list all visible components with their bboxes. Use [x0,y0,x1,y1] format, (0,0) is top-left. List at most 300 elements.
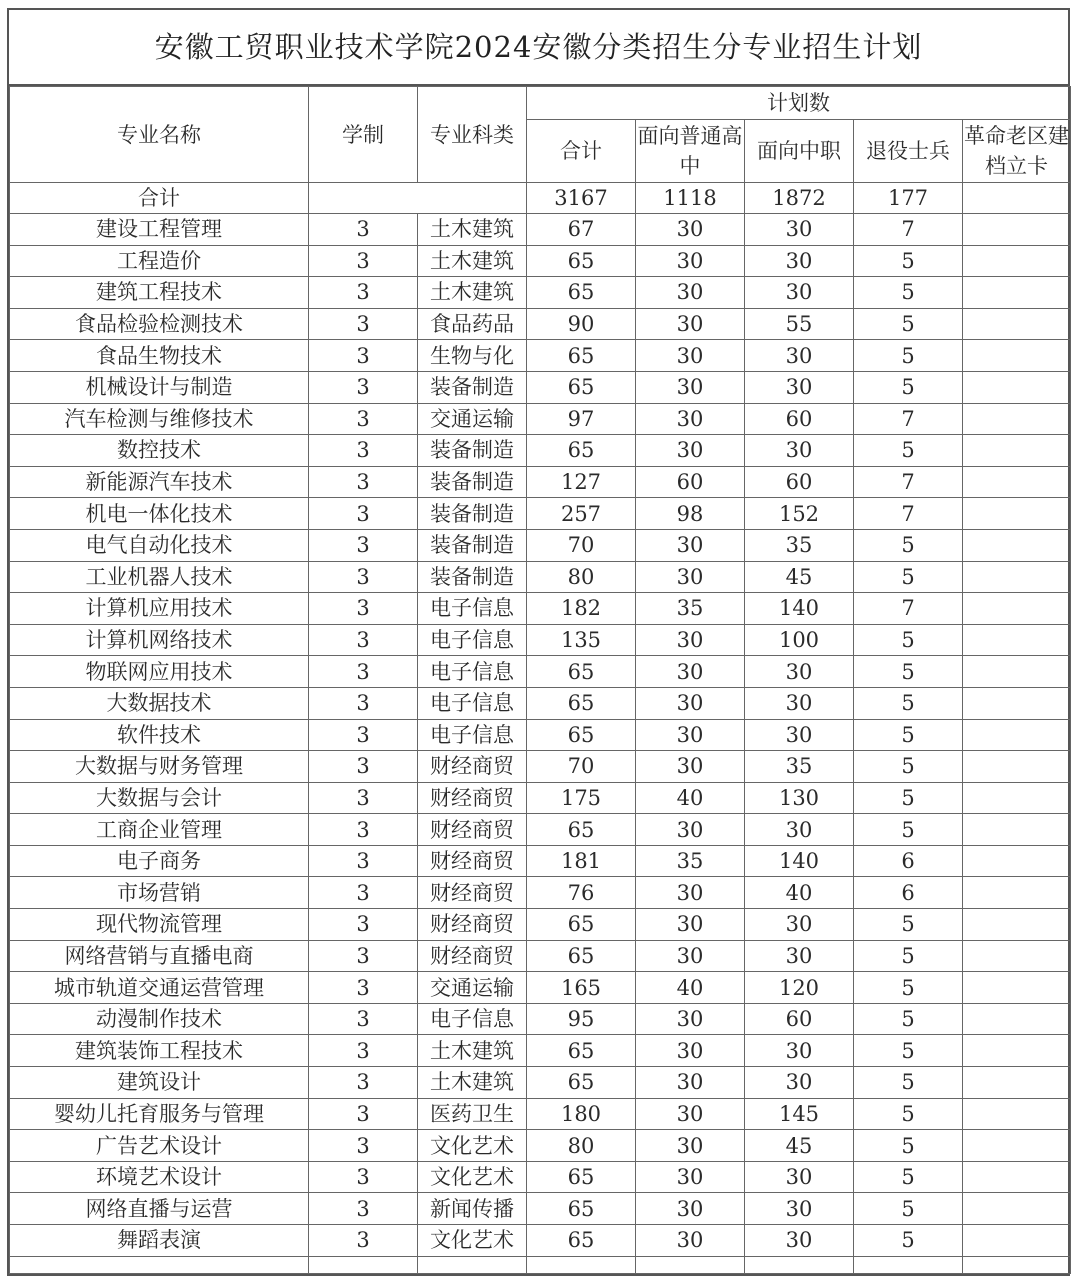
vocational-cell: 30 [745,435,854,467]
category-cell: 新闻传播 [418,1193,527,1225]
table-row [10,687,1071,719]
veterans-cell: 5 [854,909,963,941]
duration-cell: 3 [309,972,418,1004]
revolutionary-cell [963,1193,1071,1225]
general-hs-cell: 30 [636,909,745,941]
major-name-cell: 电气自动化技术 [10,529,309,561]
duration-cell: 3 [309,814,418,846]
vocational-cell: 30 [745,371,854,403]
duration-cell: 3 [309,909,418,941]
total-row-empty [309,183,527,214]
total-cell: 65 [527,1161,636,1193]
major-name-cell: 数控技术 [10,435,309,467]
enrollment-plan-sheet [7,8,1070,1276]
major-name-cell: 城市轨道交通运营管理 [10,972,309,1004]
duration-cell: 3 [309,1067,418,1099]
category-cell: 土木建筑 [418,277,527,309]
header-vocational: 面向中职 [745,120,854,183]
total-cell: 65 [527,1225,636,1257]
category-cell: 电子信息 [418,593,527,625]
duration-cell: 3 [309,1161,418,1193]
total-row-total: 3167 [527,183,636,214]
duration-cell: 3 [309,782,418,814]
revolutionary-cell [963,308,1071,340]
revolutionary-cell [963,656,1071,688]
veterans-cell: 7 [854,498,963,530]
table-row [10,656,1071,688]
veterans-cell: 5 [854,972,963,1004]
blank-cell [963,1256,1071,1273]
category-cell: 电子信息 [418,687,527,719]
revolutionary-cell [963,845,1071,877]
general-hs-cell: 30 [636,529,745,561]
revolutionary-cell [963,277,1071,309]
total-cell: 95 [527,1003,636,1035]
revolutionary-cell [963,245,1071,277]
veterans-cell: 5 [854,435,963,467]
header-revolutionary: 革命老区建档立卡 [963,120,1071,183]
major-name-cell: 网络营销与直播电商 [10,940,309,972]
table-row [10,498,1071,530]
total-cell: 65 [527,1193,636,1225]
major-name-cell: 建筑工程技术 [10,277,309,309]
major-name-cell: 工商企业管理 [10,814,309,846]
header-total: 合计 [527,120,636,183]
total-cell: 65 [527,909,636,941]
header-duration: 学制 [309,87,418,183]
general-hs-cell: 30 [636,940,745,972]
vocational-cell: 30 [745,909,854,941]
table-row [10,308,1071,340]
major-name-cell: 大数据与财务管理 [10,751,309,783]
major-name-cell: 建设工程管理 [10,214,309,246]
table-row [10,782,1071,814]
category-cell: 装备制造 [418,529,527,561]
revolutionary-cell [963,593,1071,625]
total-row-veterans: 177 [854,183,963,214]
major-name-cell: 工程造价 [10,245,309,277]
table-row [10,940,1071,972]
general-hs-cell: 30 [636,877,745,909]
major-name-cell: 计算机应用技术 [10,593,309,625]
total-cell: 65 [527,277,636,309]
category-cell: 交通运输 [418,403,527,435]
veterans-cell: 5 [854,940,963,972]
category-cell: 电子信息 [418,624,527,656]
vocational-cell: 152 [745,498,854,530]
total-cell: 65 [527,245,636,277]
category-cell: 财经商贸 [418,814,527,846]
revolutionary-cell [963,719,1071,751]
veterans-cell: 5 [854,814,963,846]
table-row [10,1193,1071,1225]
general-hs-cell: 40 [636,782,745,814]
general-hs-cell: 30 [636,277,745,309]
major-name-cell: 现代物流管理 [10,909,309,941]
category-cell: 装备制造 [418,466,527,498]
table-row [10,845,1071,877]
veterans-cell: 5 [854,1161,963,1193]
table-row [10,877,1071,909]
general-hs-cell: 30 [636,308,745,340]
major-name-cell: 动漫制作技术 [10,1003,309,1035]
major-name-cell: 婴幼儿托育服务与管理 [10,1098,309,1130]
revolutionary-cell [963,1035,1071,1067]
vocational-cell: 60 [745,1003,854,1035]
general-hs-cell: 30 [636,1193,745,1225]
revolutionary-cell [963,561,1071,593]
duration-cell: 3 [309,1225,418,1257]
category-cell: 财经商贸 [418,782,527,814]
total-cell: 70 [527,751,636,783]
major-name-cell: 舞蹈表演 [10,1225,309,1257]
veterans-cell: 5 [854,1035,963,1067]
duration-cell: 3 [309,245,418,277]
total-row-general-hs: 1118 [636,183,745,214]
vocational-cell: 145 [745,1098,854,1130]
general-hs-cell: 30 [636,624,745,656]
category-cell: 土木建筑 [418,1067,527,1099]
veterans-cell: 5 [854,371,963,403]
major-name-cell: 物联网应用技术 [10,656,309,688]
total-cell: 65 [527,340,636,372]
header-veterans: 退役士兵 [854,120,963,183]
major-name-cell: 建筑装饰工程技术 [10,1035,309,1067]
table-row [10,1067,1071,1099]
general-hs-cell: 30 [636,719,745,751]
general-hs-cell: 30 [636,687,745,719]
table-row [10,1225,1071,1257]
major-name-cell: 食品检验检测技术 [10,308,309,340]
duration-cell: 3 [309,1003,418,1035]
veterans-cell: 5 [854,277,963,309]
revolutionary-cell [963,498,1071,530]
vocational-cell: 40 [745,877,854,909]
revolutionary-cell [963,1067,1071,1099]
general-hs-cell: 35 [636,845,745,877]
category-cell: 文化艺术 [418,1130,527,1162]
total-row [10,183,1071,214]
general-hs-cell: 30 [636,1098,745,1130]
major-name-cell: 建筑设计 [10,1067,309,1099]
total-cell: 90 [527,308,636,340]
major-name-cell: 环境艺术设计 [10,1161,309,1193]
revolutionary-cell [963,909,1071,941]
vocational-cell: 35 [745,751,854,783]
document-title: 安徽工贸职业技术学院2024安徽分类招生分专业招生计划 [9,10,1068,86]
major-name-cell: 网络直播与运营 [10,1193,309,1225]
duration-cell: 3 [309,308,418,340]
total-cell: 65 [527,656,636,688]
general-hs-cell: 30 [636,435,745,467]
vocational-cell: 130 [745,782,854,814]
general-hs-cell: 30 [636,1003,745,1035]
general-hs-cell: 30 [636,340,745,372]
category-cell: 财经商贸 [418,877,527,909]
category-cell: 财经商贸 [418,909,527,941]
table-row [10,751,1071,783]
veterans-cell: 6 [854,845,963,877]
veterans-cell: 6 [854,877,963,909]
revolutionary-cell [963,1003,1071,1035]
general-hs-cell: 40 [636,972,745,1004]
blank-cell [636,1256,745,1273]
veterans-cell: 5 [854,1098,963,1130]
major-name-cell: 计算机网络技术 [10,624,309,656]
veterans-cell: 5 [854,1067,963,1099]
revolutionary-cell [963,466,1071,498]
total-cell: 65 [527,371,636,403]
total-row-revolutionary [963,183,1071,214]
vocational-cell: 100 [745,624,854,656]
total-row-vocational: 1872 [745,183,854,214]
veterans-cell: 5 [854,529,963,561]
duration-cell: 3 [309,687,418,719]
category-cell: 装备制造 [418,498,527,530]
veterans-cell: 5 [854,782,963,814]
revolutionary-cell [963,624,1071,656]
category-cell: 生物与化 [418,340,527,372]
table-row [10,435,1071,467]
general-hs-cell: 30 [636,245,745,277]
blank-cell [527,1256,636,1273]
duration-cell: 3 [309,371,418,403]
veterans-cell: 5 [854,624,963,656]
revolutionary-cell [963,340,1071,372]
table-row [10,403,1071,435]
duration-cell: 3 [309,1098,418,1130]
total-cell: 65 [527,1035,636,1067]
category-cell: 食品药品 [418,308,527,340]
table-row [10,340,1071,372]
total-cell: 67 [527,214,636,246]
total-cell: 165 [527,972,636,1004]
vocational-cell: 30 [745,656,854,688]
total-cell: 257 [527,498,636,530]
vocational-cell: 30 [745,687,854,719]
total-cell: 80 [527,561,636,593]
blank-cell [854,1256,963,1273]
veterans-cell: 7 [854,403,963,435]
veterans-cell: 5 [854,656,963,688]
total-cell: 76 [527,877,636,909]
general-hs-cell: 30 [636,1130,745,1162]
revolutionary-cell [963,687,1071,719]
veterans-cell: 5 [854,1225,963,1257]
category-cell: 装备制造 [418,435,527,467]
major-name-cell: 电子商务 [10,845,309,877]
vocational-cell: 30 [745,1225,854,1257]
duration-cell: 3 [309,624,418,656]
duration-cell: 3 [309,340,418,372]
veterans-cell: 5 [854,561,963,593]
blank-cell [309,1256,418,1273]
table-row [10,466,1071,498]
table-row [10,1161,1071,1193]
veterans-cell: 5 [854,751,963,783]
duration-cell: 3 [309,498,418,530]
major-name-cell: 大数据技术 [10,687,309,719]
revolutionary-cell [963,371,1071,403]
duration-cell: 3 [309,845,418,877]
table-row [10,972,1071,1004]
vocational-cell: 30 [745,1035,854,1067]
revolutionary-cell [963,877,1071,909]
veterans-cell: 5 [854,719,963,751]
duration-cell: 3 [309,561,418,593]
category-cell: 电子信息 [418,719,527,751]
general-hs-cell: 30 [636,403,745,435]
general-hs-cell: 30 [636,1067,745,1099]
total-row-label: 合计 [10,183,309,214]
table-row [10,214,1071,246]
vocational-cell: 30 [745,214,854,246]
category-cell: 土木建筑 [418,245,527,277]
blank-cell [418,1256,527,1273]
table-row [10,561,1071,593]
veterans-cell: 5 [854,308,963,340]
major-name-cell: 食品生物技术 [10,340,309,372]
total-cell: 127 [527,466,636,498]
total-cell: 70 [527,529,636,561]
major-name-cell: 广告艺术设计 [10,1130,309,1162]
duration-cell: 3 [309,593,418,625]
major-name-cell: 汽车检测与维修技术 [10,403,309,435]
revolutionary-cell [963,435,1071,467]
header-plan-group: 计划数 [527,87,1071,120]
major-name-cell: 软件技术 [10,719,309,751]
general-hs-cell: 35 [636,593,745,625]
duration-cell: 3 [309,214,418,246]
veterans-cell: 5 [854,687,963,719]
blank-cell [745,1256,854,1273]
duration-cell: 3 [309,656,418,688]
vocational-cell: 30 [745,245,854,277]
duration-cell: 3 [309,277,418,309]
total-cell: 65 [527,814,636,846]
general-hs-cell: 30 [636,814,745,846]
table-row [10,719,1071,751]
vocational-cell: 140 [745,593,854,625]
total-cell: 65 [527,719,636,751]
veterans-cell: 5 [854,1003,963,1035]
enrollment-plan-table [9,86,1071,1274]
general-hs-cell: 60 [636,466,745,498]
revolutionary-cell [963,782,1071,814]
category-cell: 医药卫生 [418,1098,527,1130]
major-name-cell: 工业机器人技术 [10,561,309,593]
vocational-cell: 30 [745,277,854,309]
category-cell: 文化艺术 [418,1161,527,1193]
blank-row [10,1256,1071,1273]
general-hs-cell: 30 [636,1225,745,1257]
duration-cell: 3 [309,719,418,751]
category-cell: 财经商贸 [418,845,527,877]
category-cell: 装备制造 [418,371,527,403]
veterans-cell: 5 [854,245,963,277]
category-cell: 土木建筑 [418,1035,527,1067]
duration-cell: 3 [309,1130,418,1162]
general-hs-cell: 30 [636,561,745,593]
veterans-cell: 5 [854,340,963,372]
vocational-cell: 30 [745,814,854,846]
major-name-cell: 大数据与会计 [10,782,309,814]
category-cell: 土木建筑 [418,214,527,246]
vocational-cell: 120 [745,972,854,1004]
vocational-cell: 45 [745,1130,854,1162]
veterans-cell: 7 [854,593,963,625]
blank-cell [10,1256,309,1273]
duration-cell: 3 [309,1035,418,1067]
vocational-cell: 30 [745,719,854,751]
table-row [10,277,1071,309]
header-category: 专业科类 [418,87,527,183]
revolutionary-cell [963,940,1071,972]
table-row [10,1130,1071,1162]
revolutionary-cell [963,214,1071,246]
total-cell: 181 [527,845,636,877]
major-name-cell: 机械设计与制造 [10,371,309,403]
revolutionary-cell [963,751,1071,783]
table-row [10,814,1071,846]
total-cell: 80 [527,1130,636,1162]
total-cell: 97 [527,403,636,435]
revolutionary-cell [963,972,1071,1004]
revolutionary-cell [963,814,1071,846]
total-cell: 182 [527,593,636,625]
revolutionary-cell [963,403,1071,435]
vocational-cell: 30 [745,1193,854,1225]
total-cell: 65 [527,435,636,467]
major-name-cell: 机电一体化技术 [10,498,309,530]
category-cell: 电子信息 [418,656,527,688]
header-major-name: 专业名称 [10,87,309,183]
category-cell: 财经商贸 [418,940,527,972]
category-cell: 装备制造 [418,561,527,593]
revolutionary-cell [963,1130,1071,1162]
total-cell: 65 [527,940,636,972]
major-name-cell: 市场营销 [10,877,309,909]
general-hs-cell: 30 [636,1035,745,1067]
category-cell: 交通运输 [418,972,527,1004]
duration-cell: 3 [309,435,418,467]
table-row [10,245,1071,277]
table-row [10,624,1071,656]
vocational-cell: 35 [745,529,854,561]
veterans-cell: 7 [854,466,963,498]
duration-cell: 3 [309,751,418,783]
vocational-cell: 30 [745,340,854,372]
revolutionary-cell [963,529,1071,561]
header-general-hs: 面向普通高中 [636,120,745,183]
category-cell: 财经商贸 [418,751,527,783]
revolutionary-cell [963,1098,1071,1130]
revolutionary-cell [963,1161,1071,1193]
veterans-cell: 5 [854,1130,963,1162]
general-hs-cell: 30 [636,1161,745,1193]
category-cell: 文化艺术 [418,1225,527,1257]
vocational-cell: 140 [745,845,854,877]
major-name-cell: 新能源汽车技术 [10,466,309,498]
vocational-cell: 30 [745,1161,854,1193]
total-cell: 65 [527,1067,636,1099]
general-hs-cell: 30 [636,214,745,246]
vocational-cell: 30 [745,1067,854,1099]
general-hs-cell: 30 [636,751,745,783]
table-row [10,909,1071,941]
vocational-cell: 30 [745,940,854,972]
table-row [10,1098,1071,1130]
